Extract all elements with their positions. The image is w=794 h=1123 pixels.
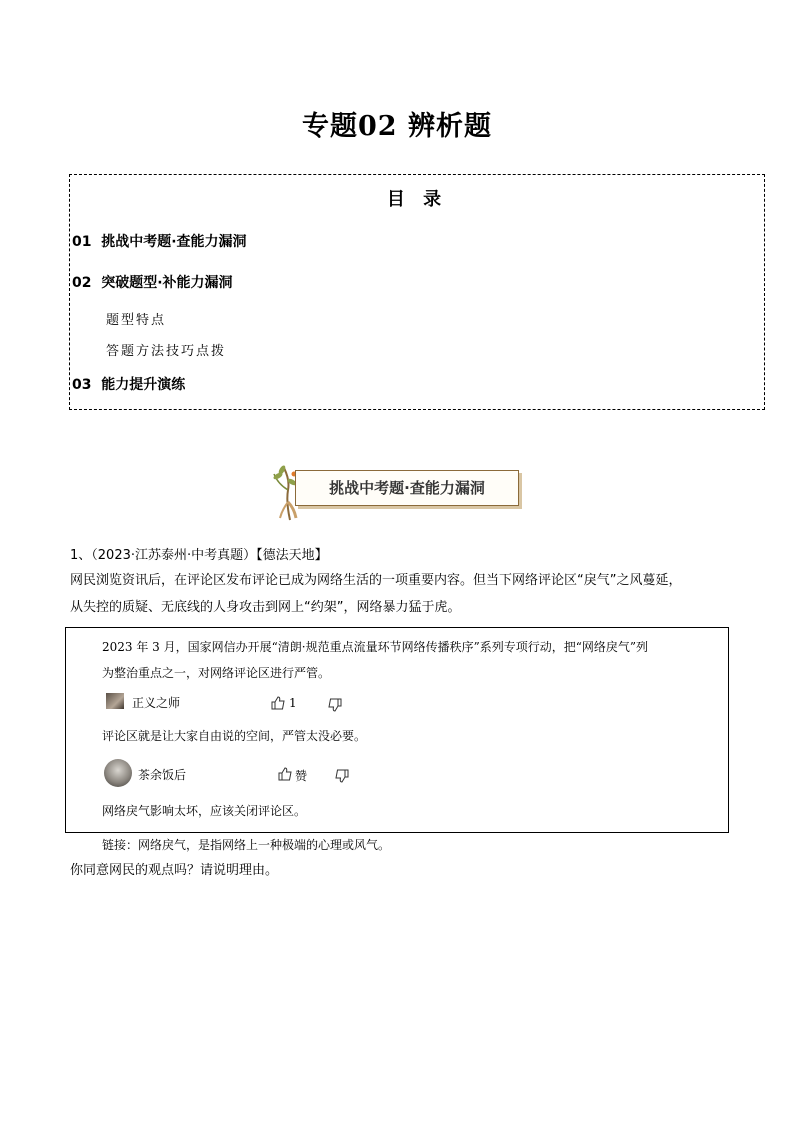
table-of-contents <box>69 174 765 410</box>
toc-item-label: 挑战中考题·查能力漏洞 <box>101 234 247 250</box>
banner-label: 挑战中考题·查能力漏洞 <box>329 479 485 497</box>
toc-item-03[interactable] <box>72 374 185 394</box>
question-source: 1、（2023·江苏泰州·中考真题）【德法天地】 <box>70 548 328 563</box>
page-title: 专题02 辨析题 <box>302 111 492 142</box>
comment-username: 正义之师 <box>132 696 181 710</box>
thumbs-down-icon <box>335 769 349 783</box>
avatar <box>106 693 124 709</box>
toc-subitem-methods[interactable]: 答题方法技巧点拨 <box>106 344 227 359</box>
toc-subitem-features[interactable]: 题型特点 <box>106 313 167 328</box>
toc-heading: 目 录 <box>386 189 448 210</box>
toc-item-01[interactable] <box>72 231 247 251</box>
material-line1: 2023 年 3 月，国家网信办开展“清朗·规范重点流量环节网络传播秩序”系列专项行动，把“网络戾气”列 <box>102 640 648 654</box>
toc-item-number: 02 <box>72 275 92 291</box>
avatar <box>104 759 132 787</box>
question-intro-line1: 网民浏览资讯后，在评论区发布评论已成为网络生活的一项重要内容。但当下网络评论区“戾气”之风蔓延， <box>70 573 682 588</box>
thumbs-up-icon <box>271 696 285 710</box>
like-button[interactable] <box>278 767 292 781</box>
section-banner <box>268 462 528 522</box>
material-box <box>65 627 729 833</box>
banner-box <box>295 470 519 506</box>
thumbs-down-icon <box>328 698 342 712</box>
dislike-button[interactable] <box>328 698 342 712</box>
like-button[interactable] <box>271 696 285 710</box>
like-count: 赞 <box>295 769 308 783</box>
question-intro-line2: 从失控的质疑、无底线的人身攻击到网上“约架”，网络暴力猛于虎。 <box>70 600 461 615</box>
dislike-button[interactable] <box>335 769 349 783</box>
toc-item-number: 03 <box>72 377 92 393</box>
material-line2: 为整治重点之一，对网络评论区进行严管。 <box>102 666 331 680</box>
toc-item-02[interactable] <box>72 272 233 292</box>
toc-item-label: 突破题型·补能力漏洞 <box>101 275 233 291</box>
comment-text: 评论区就是让大家自由说的空间，严管太没必要。 <box>102 729 367 743</box>
comment-username: 茶余饭后 <box>138 768 187 782</box>
like-count: 1 <box>289 696 297 710</box>
note-link: 链接：网络戾气，是指网络上一种极端的心理或风气。 <box>102 838 391 852</box>
thumbs-up-icon <box>278 767 292 781</box>
comment-text: 网络戾气影响太坏，应该关闭评论区。 <box>102 804 307 818</box>
toc-item-label: 能力提升演练 <box>101 377 186 393</box>
toc-item-number: 01 <box>72 234 92 250</box>
question-prompt: 你同意网民的观点吗？请说明理由。 <box>70 863 279 878</box>
